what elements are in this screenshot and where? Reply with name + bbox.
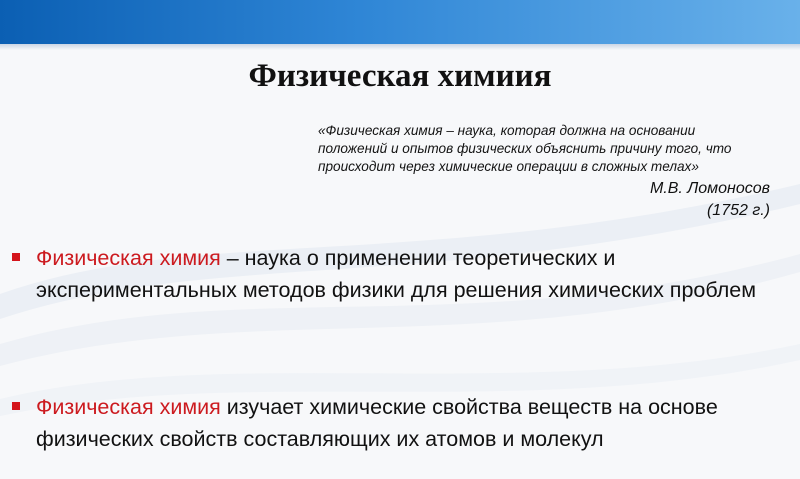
- quote-text: «Физическая химия – наука, которая должна на основании положений и опытов физических объяснить причину того, что происходит через химические операции в сложных телах»: [318, 123, 732, 174]
- quote-year: (1752 г.): [706, 202, 770, 219]
- bullet-marker: [12, 253, 20, 261]
- bullet-highlight: Физическая химия: [36, 246, 221, 270]
- quote-author: М.В. Ломоносов: [649, 180, 770, 197]
- quote-attribution: [650, 178, 770, 222]
- bullet-marker: [12, 402, 20, 410]
- bullet-item-scope: [36, 391, 784, 455]
- slide-title: Физическая химиия: [248, 58, 552, 94]
- bullet-item-definition: [36, 242, 784, 306]
- bullet-highlight: Физическая химия: [36, 395, 221, 419]
- bullet-text: изучает химические свойства веществ на основе физических свойств составляющих их атомов и молекул: [36, 395, 718, 451]
- bullet-text: – наука о применении теоретических и экспериментальных методов физики для решения химических проблем: [36, 246, 756, 302]
- header-bar: [0, 0, 800, 44]
